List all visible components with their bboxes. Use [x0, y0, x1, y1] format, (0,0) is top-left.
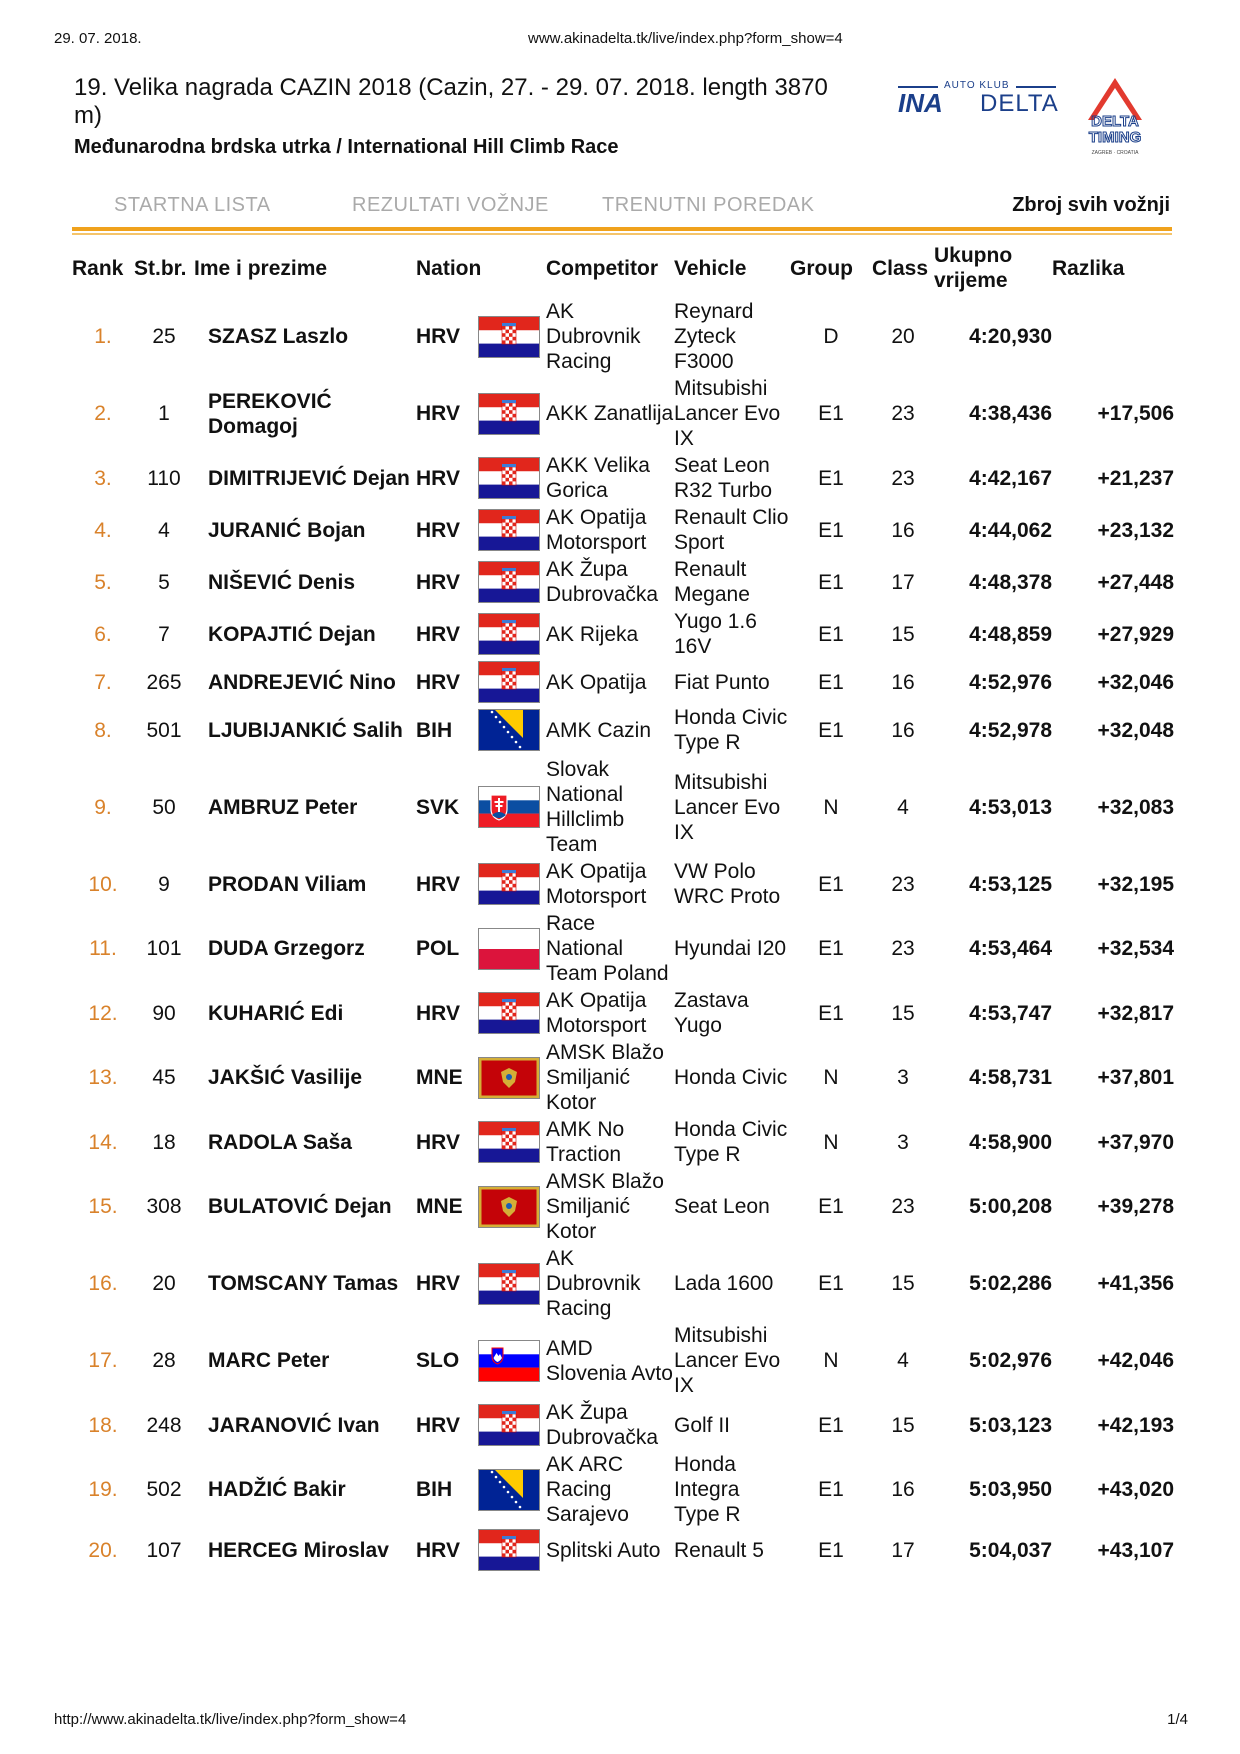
- competitor-cell: AMK Cazin: [546, 718, 652, 742]
- rank-cell: 5.: [94, 570, 112, 594]
- time-cell: 4:53,464: [969, 937, 1052, 960]
- time-cell: 5:03,123: [969, 1413, 1052, 1437]
- group-cell: E1: [818, 1195, 844, 1218]
- diff-cell: +27,448: [1097, 570, 1174, 594]
- diff-cell: [1052, 298, 1174, 375]
- class-cell: 23: [891, 872, 915, 896]
- flag-pol-icon: [478, 928, 540, 970]
- driver-name-cell: JURANIĆ Bojan: [208, 518, 366, 542]
- tab-rezultati-voznje[interactable]: REZULTATI VOŽNJE: [352, 194, 549, 216]
- nav-tabs: [74, 194, 1170, 224]
- class-cell: 16: [891, 518, 915, 542]
- rank-cell: 18.: [88, 1413, 118, 1437]
- diff-cell: +32,534: [1097, 937, 1174, 960]
- rank-cell: 10.: [88, 872, 118, 896]
- diff-cell: +17,506: [1097, 402, 1174, 425]
- diff-cell: +42,193: [1097, 1413, 1174, 1437]
- competitor-cell: AK Župa Dubrovačka: [546, 558, 659, 606]
- diff-cell: +43,107: [1097, 1538, 1174, 1562]
- class-cell: 16: [891, 1478, 915, 1501]
- start-number-cell: 5: [158, 570, 170, 594]
- flag-cell: [474, 704, 546, 756]
- diff-cell: +23,132: [1097, 518, 1174, 542]
- group-cell: N: [823, 1066, 839, 1089]
- svg-text:ZAGREB · CROATIA: ZAGREB · CROATIA: [1091, 150, 1139, 156]
- group-cell: E1: [818, 518, 844, 542]
- class-cell: 23: [891, 1195, 915, 1218]
- table-row: [72, 858, 1174, 910]
- driver-name-cell: JARANOVIĆ Ivan: [208, 1413, 380, 1437]
- flag-cell: [474, 756, 546, 858]
- vehicle-cell: Seat Leon: [674, 1195, 770, 1218]
- nation-cell: HRV: [416, 1413, 460, 1437]
- vehicle-cell: VW Polo WRC Proto: [674, 860, 781, 908]
- time-cell: 4:52,978: [969, 718, 1052, 742]
- competitor-cell: AK Opatija Motorsport: [546, 989, 647, 1037]
- rank-cell: 7.: [94, 670, 112, 694]
- start-number-cell: 308: [146, 1195, 182, 1218]
- start-number-cell: 90: [152, 1001, 176, 1025]
- table-row: [72, 704, 1174, 756]
- col-vehicle: Vehicle: [674, 256, 747, 280]
- class-cell: 23: [891, 937, 915, 960]
- class-cell: 4: [897, 795, 909, 819]
- nation-cell: HRV: [416, 570, 460, 594]
- start-number-cell: 25: [152, 325, 176, 348]
- group-cell: N: [823, 1349, 839, 1372]
- rank-cell: 19.: [88, 1478, 118, 1501]
- time-cell: 4:44,062: [969, 518, 1052, 542]
- driver-name-cell: KOPAJTIĆ Dejan: [208, 622, 376, 646]
- tab-underline: [72, 227, 1172, 231]
- nation-cell: BIH: [416, 1478, 453, 1501]
- vehicle-cell: Mitsubishi Lancer Evo IX: [674, 1324, 781, 1397]
- vehicle-cell: Renault Megane: [674, 558, 750, 606]
- flag-cell: [474, 1116, 546, 1168]
- tab-zbroj-svih-voznji[interactable]: Zbroj svih vožnji: [1012, 194, 1170, 216]
- start-number-cell: 501: [146, 718, 182, 742]
- vehicle-cell: Honda Civic: [674, 1066, 788, 1089]
- competitor-cell: AK Opatija Motorsport: [546, 506, 647, 554]
- class-cell: 17: [891, 570, 915, 594]
- competitor-cell: AK Župa Dubrovačka: [546, 1401, 659, 1449]
- competitor-cell: AMSK Blažo Smiljanić Kotor: [546, 1170, 664, 1243]
- time-cell: 4:53,013: [969, 795, 1052, 819]
- group-cell: E1: [818, 1538, 844, 1562]
- start-number-cell: 1: [158, 402, 170, 425]
- driver-name-cell: PEREKOVIĆ Domagoj: [208, 389, 332, 438]
- flag-cell: [474, 375, 546, 452]
- flag-cell: [474, 608, 546, 660]
- driver-name-cell: BULATOVIĆ Dejan: [208, 1195, 392, 1218]
- time-cell: 4:48,859: [969, 622, 1052, 646]
- flag-bih-icon: [478, 1469, 540, 1511]
- group-cell: E1: [818, 872, 844, 896]
- competitor-cell: Slovak National Hillclimb Team: [546, 758, 625, 856]
- class-cell: 15: [891, 622, 915, 646]
- competitor-cell: AKK Zanatlija: [546, 402, 674, 425]
- class-cell: 20: [891, 325, 915, 348]
- table-row: [72, 987, 1174, 1039]
- vehicle-cell: Mitsubishi Lancer Evo IX: [674, 770, 781, 844]
- table-row: [72, 1451, 1174, 1528]
- vehicle-cell: Mitsubishi Lancer Evo IX: [674, 377, 781, 450]
- driver-name-cell: HADŽIĆ Bakir: [208, 1478, 346, 1501]
- page-number: 1/4: [1167, 1711, 1188, 1728]
- ina-delta-logo: AUTO KLUB INA DELTA: [898, 80, 1059, 118]
- col-competitor: Competitor: [546, 256, 658, 280]
- nation-cell: MNE: [416, 1195, 463, 1218]
- vehicle-cell: Hyundai I20: [674, 937, 787, 960]
- competitor-cell: AK Opatija Motorsport: [546, 860, 647, 908]
- flag-hrv-icon: [478, 863, 540, 905]
- flag-cell: [474, 1451, 546, 1528]
- rank-cell: 12.: [88, 1001, 118, 1025]
- driver-name-cell: HERCEG Miroslav: [208, 1538, 389, 1562]
- diff-cell: +32,046: [1097, 670, 1174, 694]
- class-cell: 23: [891, 402, 915, 425]
- start-number-cell: 28: [152, 1349, 176, 1372]
- competitor-cell: AK Rijeka: [546, 622, 639, 646]
- rank-cell: 16.: [88, 1272, 118, 1295]
- group-cell: E1: [818, 670, 844, 694]
- vehicle-cell: Zastava Yugo: [674, 989, 749, 1037]
- time-cell: 5:02,286: [969, 1272, 1052, 1295]
- col-nation: Nation: [416, 256, 482, 280]
- nation-cell: BIH: [416, 718, 453, 742]
- col-st: St.br.: [134, 256, 187, 280]
- time-cell: 4:38,436: [969, 402, 1052, 425]
- vehicle-cell: Yugo 1.6 16V: [674, 610, 757, 658]
- vehicle-cell: Renault Clio Sport: [674, 506, 789, 554]
- time-cell: 5:00,208: [969, 1195, 1052, 1218]
- driver-name-cell: LJUBIJANKIĆ Salih: [208, 718, 403, 742]
- nation-cell: SVK: [416, 795, 460, 819]
- table-row: [72, 756, 1174, 858]
- start-number-cell: 110: [147, 466, 181, 490]
- driver-name-cell: SZASZ Laszlo: [208, 325, 349, 348]
- class-cell: 23: [891, 466, 915, 490]
- flag-hrv-icon: [478, 1263, 540, 1305]
- col-group: Group: [790, 256, 853, 280]
- start-number-cell: 18: [152, 1130, 176, 1154]
- start-number-cell: 101: [146, 937, 182, 960]
- flag-hrv-icon: [478, 316, 540, 358]
- competitor-cell: Race National Team Poland: [546, 912, 669, 985]
- rank-cell: 14.: [88, 1130, 118, 1154]
- table-row: [72, 298, 1174, 375]
- results-table: [72, 238, 1174, 1572]
- svg-text:TIMING: TIMING: [1088, 129, 1142, 146]
- time-cell: 5:02,976: [969, 1349, 1052, 1372]
- table-header-row: [72, 238, 1174, 298]
- class-cell: 3: [897, 1066, 909, 1089]
- time-cell: 4:48,378: [969, 570, 1052, 594]
- group-cell: E1: [818, 1001, 844, 1025]
- print-footer-url: http://www.akinadelta.tk/live/index.php?form_show=4: [54, 1711, 407, 1728]
- nation-cell: HRV: [416, 670, 460, 694]
- nation-cell: HRV: [416, 1001, 460, 1025]
- col-class: Class: [872, 256, 929, 280]
- vehicle-cell: Seat Leon R32 Turbo: [674, 454, 773, 502]
- diff-cell: +37,801: [1097, 1066, 1174, 1089]
- rank-cell: 8.: [94, 718, 112, 742]
- driver-name-cell: TOMSCANY Tamas: [208, 1272, 399, 1295]
- group-cell: E1: [818, 718, 844, 742]
- col-time: Ukupno vrijeme: [934, 244, 1013, 292]
- group-cell: E1: [818, 402, 844, 425]
- group-cell: E1: [818, 466, 844, 490]
- class-cell: 15: [891, 1001, 915, 1025]
- diff-cell: +42,046: [1097, 1349, 1174, 1372]
- flag-mne-icon: [478, 1057, 540, 1099]
- competitor-cell: AK Dubrovnik Racing: [546, 300, 641, 373]
- table-row: [72, 504, 1174, 556]
- page-title: 19. Velika nagrada CAZIN 2018 (Cazin, 27. - 29. 07. 2018. length 3870 m): [74, 74, 828, 129]
- flag-cell: [474, 660, 546, 704]
- print-url: www.akinadelta.tk/live/index.php?form_show=4: [528, 30, 843, 47]
- competitor-cell: Splitski Auto: [546, 1538, 661, 1562]
- nation-cell: HRV: [416, 518, 460, 542]
- flag-mne-icon: [478, 1186, 540, 1228]
- table-row: [72, 910, 1174, 987]
- group-cell: E1: [818, 937, 844, 960]
- class-cell: 4: [897, 1349, 909, 1372]
- class-cell: 3: [897, 1130, 909, 1154]
- competitor-cell: AMD Slovenia Avto: [546, 1336, 673, 1385]
- nation-cell: HRV: [416, 402, 460, 425]
- diff-cell: +39,278: [1097, 1195, 1174, 1218]
- time-cell: 4:52,976: [969, 670, 1052, 694]
- start-number-cell: 20: [152, 1272, 176, 1295]
- nation-cell: SLO: [416, 1349, 460, 1372]
- col-rank: Rank: [72, 256, 124, 280]
- flag-hrv-icon: [478, 509, 540, 551]
- diff-cell: +43,020: [1097, 1478, 1174, 1501]
- rank-cell: 1.: [94, 325, 112, 348]
- vehicle-cell: Lada 1600: [674, 1272, 774, 1295]
- nation-cell: HRV: [416, 466, 460, 490]
- flag-cell: [474, 858, 546, 910]
- start-number-cell: 45: [152, 1066, 176, 1089]
- driver-name-cell: KUHARIĆ Edi: [208, 1001, 344, 1025]
- start-number-cell: 502: [146, 1478, 182, 1501]
- flag-cell: [474, 504, 546, 556]
- table-row: [72, 556, 1174, 608]
- group-cell: E1: [818, 1272, 844, 1295]
- rank-cell: 15.: [88, 1195, 118, 1218]
- group-cell: E1: [818, 1413, 844, 1437]
- flag-svk-icon: [478, 786, 540, 828]
- nation-cell: POL: [416, 937, 460, 960]
- driver-name-cell: PRODAN Viliam: [208, 872, 367, 896]
- group-cell: E1: [818, 570, 844, 594]
- diff-cell: +37,970: [1097, 1130, 1174, 1154]
- driver-name-cell: DIMITRIJEVIĆ Dejan: [208, 466, 410, 490]
- table-row: [72, 660, 1174, 704]
- flag-hrv-icon: [478, 393, 540, 435]
- flag-cell: [474, 987, 546, 1039]
- table-row: [72, 1245, 1174, 1322]
- class-cell: 16: [891, 670, 915, 694]
- group-cell: N: [823, 795, 839, 819]
- table-row: [72, 1116, 1174, 1168]
- tab-startna-lista[interactable]: STARTNA LISTA: [114, 194, 271, 216]
- nation-cell: MNE: [416, 1066, 463, 1089]
- start-number-cell: 9: [158, 872, 170, 896]
- class-cell: 17: [891, 1538, 915, 1562]
- driver-name-cell: DUDA Grzegorz: [208, 937, 365, 960]
- start-number-cell: 50: [152, 795, 176, 819]
- diff-cell: +41,356: [1097, 1272, 1174, 1295]
- group-cell: N: [823, 1130, 839, 1154]
- competitor-cell: AK ARC Racing Sarajevo: [546, 1453, 629, 1526]
- flag-hrv-icon: [478, 561, 540, 603]
- class-cell: 15: [891, 1272, 915, 1295]
- flag-cell: [474, 1399, 546, 1451]
- flag-hrv-icon: [478, 1404, 540, 1446]
- table-row: [72, 608, 1174, 660]
- vehicle-cell: Renault 5: [674, 1538, 764, 1562]
- driver-name-cell: RADOLA Saša: [208, 1130, 352, 1154]
- rank-cell: 11.: [89, 937, 117, 960]
- flag-hrv-icon: [478, 1529, 540, 1571]
- table-row: [72, 1528, 1174, 1572]
- vehicle-cell: Honda Civic Type R: [674, 706, 788, 754]
- vehicle-cell: Golf II: [674, 1413, 731, 1437]
- flag-cell: [474, 298, 546, 375]
- driver-name-cell: AMBRUZ Peter: [208, 795, 358, 819]
- flag-cell: [474, 1039, 546, 1116]
- flag-cell: [474, 556, 546, 608]
- print-date: 29. 07. 2018.: [54, 30, 142, 47]
- flag-cell: [474, 452, 546, 504]
- flag-cell: [474, 910, 546, 987]
- flag-bih-icon: [478, 709, 540, 751]
- vehicle-cell: Honda Civic Type R: [674, 1118, 788, 1166]
- time-cell: 4:42,167: [969, 466, 1052, 490]
- driver-name-cell: JAKŠIĆ Vasilije: [208, 1066, 363, 1089]
- time-cell: 4:58,731: [969, 1066, 1052, 1089]
- table-row: [72, 375, 1174, 452]
- driver-name-cell: NIŠEVIĆ Denis: [208, 570, 356, 594]
- table-row: [72, 1168, 1174, 1245]
- competitor-cell: AKK Velika Gorica: [546, 454, 650, 502]
- table-row: [72, 452, 1174, 504]
- vehicle-cell: Reynard Zyteck F3000: [674, 300, 754, 373]
- nation-cell: HRV: [416, 1130, 460, 1154]
- group-cell: E1: [818, 1478, 844, 1501]
- flag-cell: [474, 1168, 546, 1245]
- competitor-cell: AMSK Blažo Smiljanić Kotor: [546, 1041, 664, 1114]
- rank-cell: 6.: [94, 622, 112, 646]
- page-subtitle: Međunarodna brdska utrka / International Hill Climb Race: [74, 136, 619, 158]
- rank-cell: 17.: [88, 1349, 118, 1372]
- col-diff: Razlika: [1052, 256, 1125, 280]
- table-row: [72, 1399, 1174, 1451]
- vehicle-cell: Fiat Punto: [674, 670, 770, 694]
- start-number-cell: 248: [146, 1413, 182, 1437]
- time-cell: 4:53,747: [969, 1001, 1052, 1025]
- flag-hrv-icon: [478, 992, 540, 1034]
- rank-cell: 2.: [94, 402, 112, 425]
- class-cell: 16: [891, 718, 915, 742]
- start-number-cell: 4: [158, 518, 170, 542]
- competitor-cell: AK Dubrovnik Racing: [546, 1247, 641, 1320]
- flag-cell: [474, 1528, 546, 1572]
- flag-hrv-icon: [478, 661, 540, 703]
- rank-cell: 20.: [88, 1538, 118, 1562]
- tab-underline-light: [72, 233, 1172, 235]
- nation-cell: HRV: [416, 1272, 460, 1295]
- start-number-cell: 265: [146, 670, 182, 694]
- flag-cell: [474, 1322, 546, 1399]
- diff-cell: +27,929: [1097, 622, 1174, 646]
- flag-hrv-icon: [478, 613, 540, 655]
- flag-slo-icon: [478, 1340, 540, 1382]
- col-name: Ime i prezime: [194, 256, 328, 280]
- diff-cell: +32,195: [1097, 872, 1174, 896]
- group-cell: D: [823, 325, 839, 348]
- rank-cell: 9.: [94, 795, 112, 819]
- diff-cell: +21,237: [1097, 466, 1174, 490]
- flag-hrv-icon: [478, 457, 540, 499]
- flag-hrv-icon: [478, 1121, 540, 1163]
- nation-cell: HRV: [416, 1538, 460, 1562]
- start-number-cell: 7: [158, 622, 170, 646]
- time-cell: 4:53,125: [969, 872, 1052, 896]
- flag-cell: [474, 1245, 546, 1322]
- svg-text:DELTA: DELTA: [1091, 113, 1139, 130]
- tab-trenutni-poredak[interactable]: TRENUTNI POREDAK: [602, 194, 815, 216]
- group-cell: E1: [818, 622, 844, 646]
- start-number-cell: 107: [146, 1538, 182, 1562]
- table-row: [72, 1039, 1174, 1116]
- competitor-cell: AMK No Traction: [546, 1118, 625, 1166]
- time-cell: 5:03,950: [969, 1478, 1052, 1501]
- vehicle-cell: Honda Integra Type R: [674, 1453, 741, 1526]
- competitor-cell: AK Opatija: [546, 670, 647, 694]
- time-cell: 5:04,037: [969, 1538, 1052, 1562]
- diff-cell: +32,048: [1097, 718, 1174, 742]
- nation-cell: HRV: [416, 325, 460, 348]
- diff-cell: +32,083: [1097, 795, 1174, 819]
- rank-cell: 4.: [94, 518, 112, 542]
- class-cell: 15: [891, 1413, 915, 1437]
- nation-cell: HRV: [416, 622, 460, 646]
- table-row: [72, 1322, 1174, 1399]
- driver-name-cell: ANDREJEVIĆ Nino: [208, 670, 396, 694]
- rank-cell: 3.: [94, 466, 112, 490]
- driver-name-cell: MARC Peter: [208, 1349, 330, 1372]
- nation-cell: HRV: [416, 872, 460, 896]
- delta-timing-logo: [1058, 74, 1172, 160]
- diff-cell: +32,817: [1097, 1001, 1174, 1025]
- time-cell: 4:20,930: [969, 325, 1052, 348]
- rank-cell: 13.: [88, 1066, 118, 1089]
- time-cell: 4:58,900: [969, 1130, 1052, 1154]
